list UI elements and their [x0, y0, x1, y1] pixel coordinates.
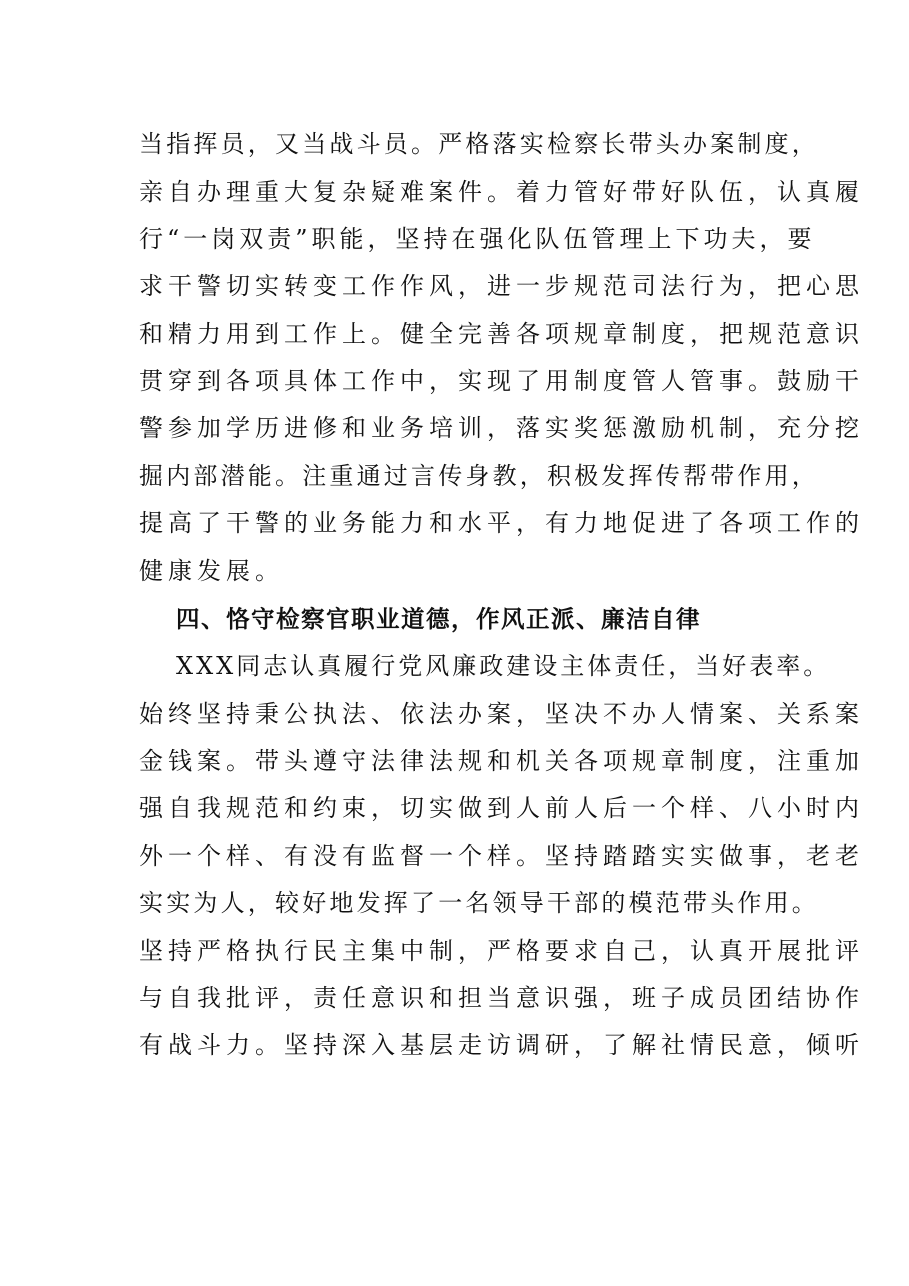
text-line: 外一个样、有没有监督一个样。坚持踏踏实实做事，老老: [139, 842, 864, 870]
text-line: 实实为人，较好地发挥了一名领导干部的模范带头作用。: [139, 889, 819, 917]
section-heading: 四、恪守检察官职业道德，作风正派、廉洁自律: [176, 605, 701, 633]
text-line: 掘内部潜能。注重通过言传身教，积极发挥传帮带作用，: [139, 462, 819, 490]
text-line: 健康发展。: [139, 557, 284, 585]
text-line: 警参加学历进修和业务培训，落实奖惩激励机制，充分挖: [139, 414, 864, 442]
text-line: 贯穿到各项具体工作中，实现了用制度管人管事。鼓励干: [139, 367, 864, 395]
text-line: 当指挥员，又当战斗员。严格落实检察长带头办案制度，: [139, 130, 819, 158]
text-line: 提高了干警的业务能力和水平，有力地促进了各项工作的: [139, 509, 864, 537]
text-line: 与自我批评，责任意识和担当意识强，班子成员团结协作: [139, 984, 864, 1012]
text-line: 有战斗力。坚持深入基层走访调研，了解社情民意，倾听: [139, 1031, 864, 1059]
text-line: 坚持严格执行民主集中制，严格要求自己，认真开展批评: [139, 937, 864, 965]
text-line: 和精力用到工作上。健全完善各项规章制度，把规范意识: [139, 320, 864, 348]
text-line: XXX同志认真履行党风廉政建设主体责任，当好表率。: [176, 652, 831, 680]
text-line: 始终坚持秉公执法、依法办案，坚决不办人情案、关系案: [139, 700, 864, 728]
text-line: 金钱案。带头遵守法律法规和机关各项规章制度，注重加: [139, 747, 864, 775]
text-line: 亲自办理重大复杂疑难案件。着力管好带好队伍，认真履: [139, 178, 864, 206]
text-line: 求干警切实转变工作作风，进一步规范司法行为，把心思: [139, 272, 864, 300]
text-line: 强自我规范和约束，切实做到人前人后一个样、八小时内: [139, 794, 864, 822]
text-line: 行“一岗双责”职能，坚持在强化队伍管理上下功夫，要: [139, 225, 816, 253]
